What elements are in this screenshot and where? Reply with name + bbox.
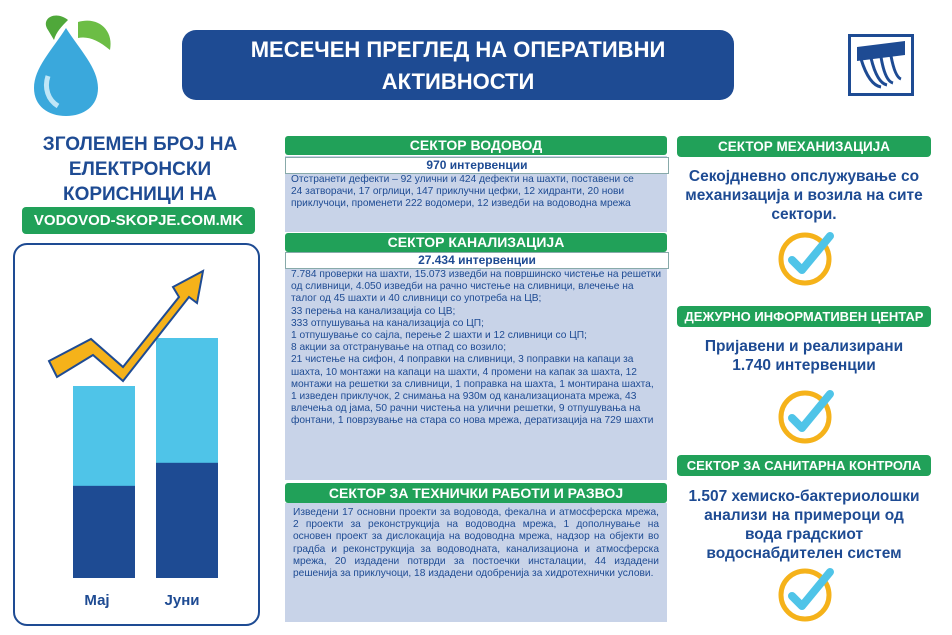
dezuren-text: Пријавени и реализирани 1.740 интервенции	[704, 338, 904, 374]
kanalizacija-text	[285, 267, 667, 480]
checkmark-icon	[772, 226, 838, 288]
category-label-juni: Јуни	[164, 592, 200, 609]
website-link[interactable]: VODOVOD-SKOPJE.COM.MK	[22, 207, 255, 234]
kanalizacija-line: 333 отпушувања на канализација со ЦП;	[291, 317, 484, 329]
kanalizacija-line: 33 перења на канализација со ЦВ;	[291, 305, 456, 317]
sanitarna-title: СЕКТОР ЗА САНИТАРНА КОНТРОЛА	[677, 455, 931, 476]
kanalizacija-line: 7.784 проверки на шахти, 15.073 изведби на површинско чистење на решетки од сливници, 4.050 изведби на рачно чистење на сливници, влечење на талог од 45 шахти и 40 сливници со употреба на ЦВ;	[291, 269, 662, 305]
chart-svg	[13, 243, 260, 626]
vodovod-text: Отстранети дефекти – 92 улични и 424 дефекти на шахти, поставени се 24 затворачи, 17 огрлици, 147 приклучни цефки, 12 хидранти, 20 нови приклучоци, променети 222 водомери, 12 изведби на водоводна мрежа	[291, 174, 634, 210]
dezuren-title: ДЕЖУРНО ИНФОРМАТИВЕН ЦЕНТАР	[677, 306, 931, 327]
left-heading-line-2: ЕЛЕКТРОНСКИ	[68, 159, 212, 180]
title-line-1: МЕСЕЧЕН ПРЕГЛЕД НА ОПЕРАТИВНИ АКТИВНОСТИ	[250, 37, 666, 94]
company-logo	[848, 34, 914, 96]
sanitarna-text: 1.507 хемиско-бактериолошки анализи на примероци од вода градскиот водоснабдителен систем	[688, 488, 920, 562]
water-drop-logo	[18, 10, 118, 120]
kanalizacija-count: 27.434 интервенции	[285, 252, 669, 269]
vodovod-title: СЕКТОР ВОДОВОД	[285, 136, 667, 155]
bar-base-juni	[156, 463, 218, 578]
page-title	[182, 30, 734, 126]
checkmark-icon	[772, 384, 838, 446]
left-heading-line-1: ЗГОЛЕМЕН БРОЈ НА	[42, 134, 238, 155]
vodovod-count: 970 интервенции	[285, 157, 669, 174]
title-line-2: ЈУНИ, 2020 ГОДИНА	[349, 101, 567, 126]
mehanizacija-text: Секојдневно опслужување со механизација и возила на сите сектори.	[685, 168, 923, 223]
category-label-maj: Мај	[84, 592, 110, 609]
left-heading-line-3: КОРИСНИЦИ НА	[62, 184, 218, 205]
kanalizacija-line: 1 отпушување со сајла, перење 2 шахти и 12 сливници со ЦП;	[291, 330, 587, 342]
bar-base-maj	[73, 486, 135, 578]
kanalizacija-line: 8 акции за отстранување на отпад со возило;	[291, 342, 507, 354]
mehanizacija-title: СЕКТОР МЕХАНИЗАЦИЈА	[677, 136, 931, 157]
tehnicki-title: СЕКТОР ЗА ТЕХНИЧКИ РАБОТИ И РАЗВОЈ	[285, 483, 667, 503]
left-heading	[20, 132, 260, 207]
checkmark-icon	[772, 562, 838, 624]
tehnicki-text: Изведени 17 основни проекти за водовода, фекална и атмосферска мрежа, 2 проекти за реконструкција на водоводна мрежа, 1 дополнување на основен проект за дислокација на водоводна мрежа, надзор на објекти во градба и реконструкција за водоводната, канализациона и атмосферска мрежа, 20 издадени потврди за постоечки инсталации, 44 издадени решенија за приклучоци, 18 издадени одобренија за хидротехнички услови.	[285, 503, 667, 622]
kanalizacija-title: СЕКТОР КАНАЛИЗАЦИЈА	[285, 233, 667, 252]
kanalizacija-line: 21 чистење на сифон, 4 поправки на сливници, 3 поправки на капаци за шахта, 10 монтажи на капаци на шахти, 4 промени на капак за шахта, 12 монтажи на решетки за сливници, 1 поправка на шахта, 1 монтирана шахта, 1 изведен приклучок, 2 снимања на 930м од канализационата мрежа, 43 влечења од јама, 50 рачни чистења на улични решетки, 9 отпушувања на фонтани, 1 поврзување на стара со нова мрежа, дератизација на 729 шахти	[291, 354, 654, 427]
